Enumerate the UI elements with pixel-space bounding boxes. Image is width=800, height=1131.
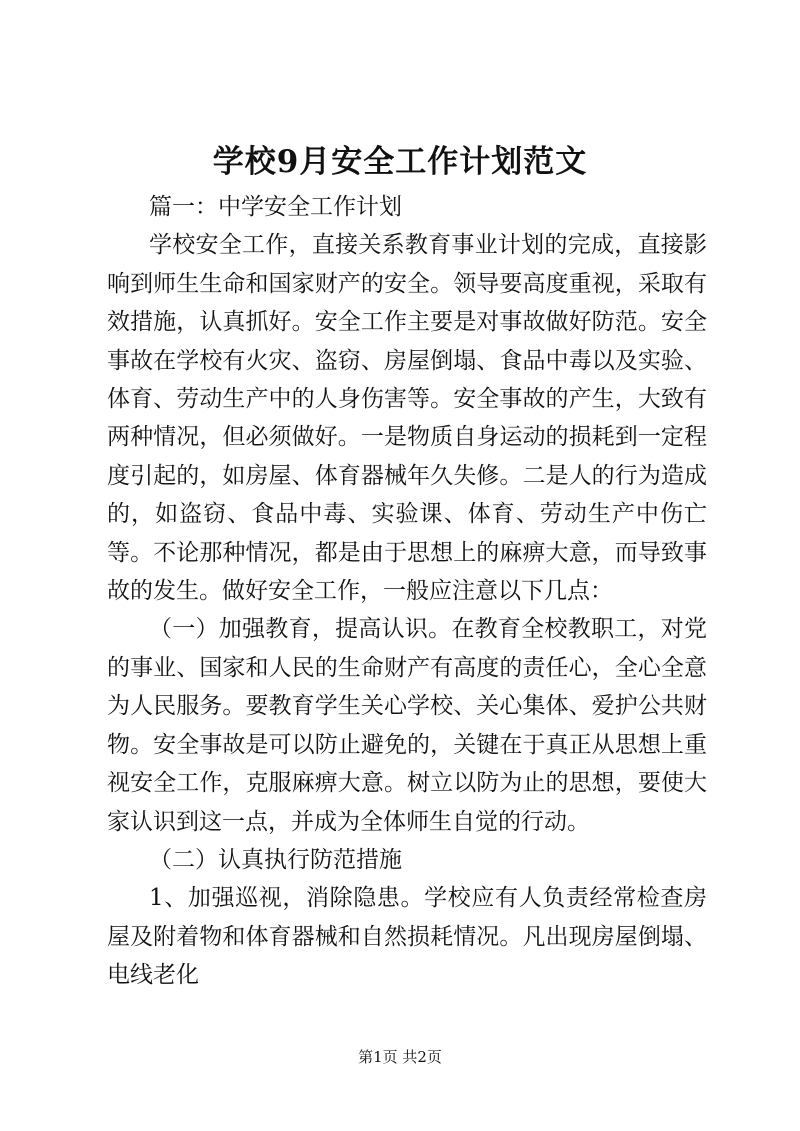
document-body (107, 188, 707, 995)
body-paragraph: 学校安全工作，直接关系教育事业计划的完成，直接影响到师生生命和国家财产的安全。领导要高度重视，采取有效措施，认真抓好。安全工作主要是对事故做好防范。安全事故在学校有火灾、盗窃、房屋倒塌、食品中毒以及实验、体育、劳动生产中的人身伤害等。安全事故的产生，大致有两种情况，但必须做好。一是物质自身运动的损耗到一定程度引起的，如房屋、体育器械年久失修。二是人的行为造成的，如盗窃、食品中毒、实验课、体育、劳动生产中伤亡等。不论那种情况，都是由于思想上的麻痹大意，而导致事故的发生。做好安全工作，一般应注意以下几点： (107, 232, 707, 605)
document-title: 学校9月安全工作计划范文 (212, 144, 588, 180)
body-paragraph: （一）加强教育，提高认识。在教育全校教职工，对党的事业、国家和人民的生命财产有高度的责任心，全心全意为人民服务。要教育学生关心学校、关心集体、爱护公共财物。安全事故是可以防止避免的，关键在于真正从思想上重视安全工作，克服麻痹大意。树立以防为止的思想，要使大家认识到这一点，并成为全体师生自觉的行动。 (107, 616, 707, 835)
subsection-heading: （二）认真执行防范措施 (149, 846, 402, 873)
page-footer: 第1页 共2页 (358, 1048, 442, 1066)
section-heading: 篇一：中学安全工作计划 (149, 194, 402, 220)
body-paragraph: 1、加强巡视，消除隐患。学校应有人负责经常检查房屋及附着物和体育器械和自然损耗情况。凡出现房屋倒塌、电线老化 (107, 885, 707, 989)
